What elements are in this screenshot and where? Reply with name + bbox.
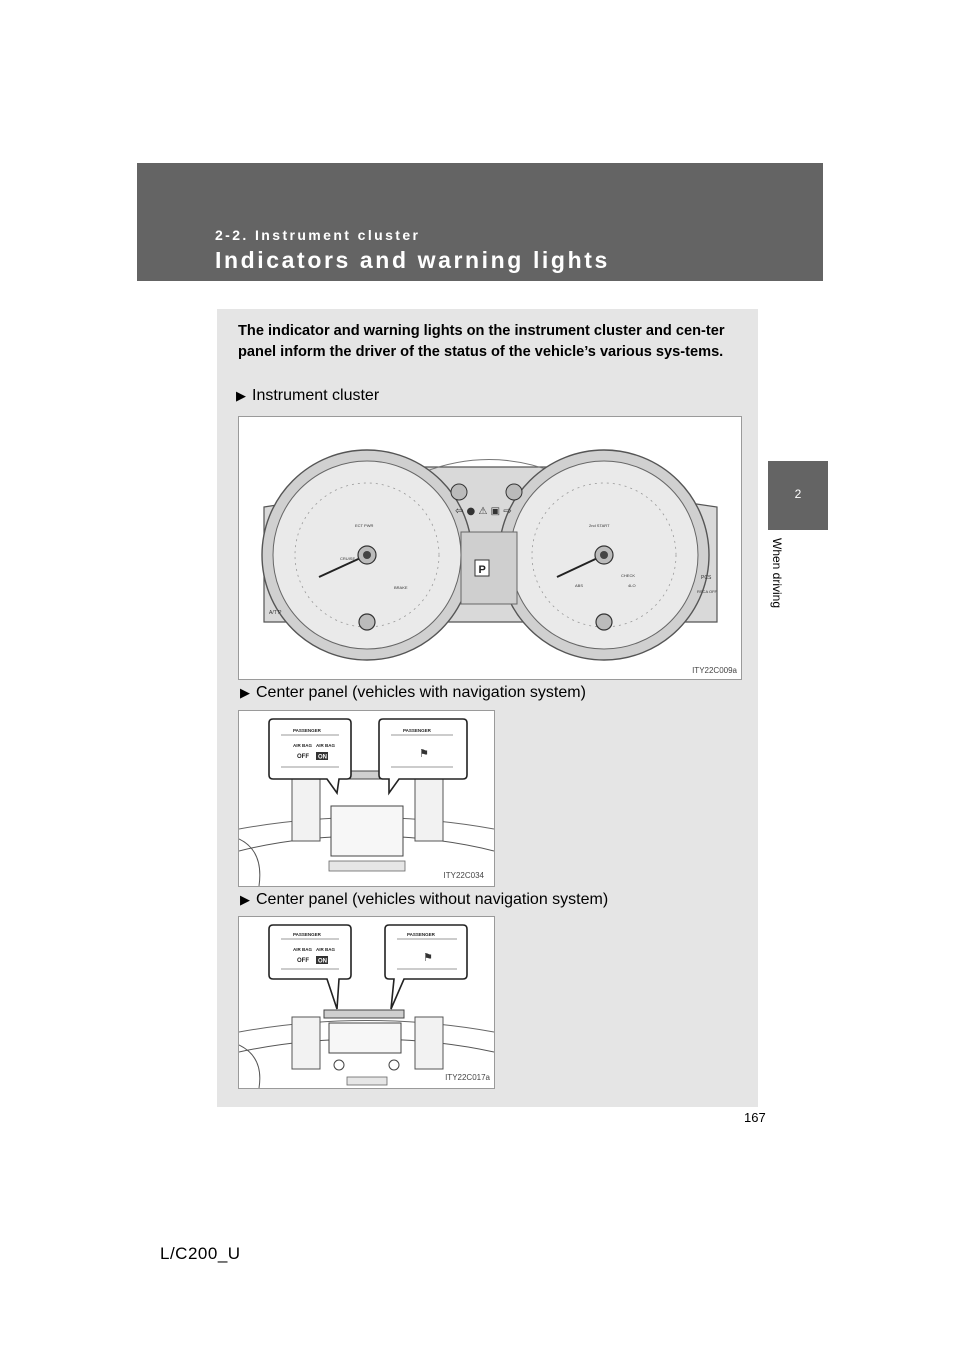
intro-text: The indicator and warning lights on the instrument cluster and cen-ter panel inform the driver of the status of the vehicle’s various sys-tems. — [238, 323, 725, 360]
page-number: 167 — [744, 1110, 766, 1125]
center-panel-no-nav-illustration — [239, 917, 494, 1088]
figure-caption-3 — [240, 891, 608, 909]
brake-label: BRAKE — [394, 585, 408, 590]
gear-indicator-label: P — [478, 564, 486, 576]
chapter-label: When driving — [770, 538, 784, 609]
figure-caption-2 — [240, 684, 586, 702]
figure-caption-text: Instrument cluster — [252, 387, 380, 404]
instrument-cluster-figure — [238, 416, 742, 680]
ect-pwr-label: ECT PWR — [355, 523, 374, 528]
figure-caption-text: Center panel (vehicles without navigation system) — [256, 891, 609, 908]
air-bag-off-caption: AIR BAG — [293, 743, 312, 748]
passenger-label: PASSENGER — [293, 932, 321, 937]
figure-caption-1 — [236, 387, 379, 405]
triangle-bullet-icon: ▶ — [240, 685, 250, 700]
passenger-label: PASSENGER — [403, 728, 431, 733]
figure-caption-text: Center panel (vehicles with navigation system) — [256, 684, 586, 701]
chapter-label-wrap — [770, 538, 790, 638]
passenger-label: PASSENGER — [293, 728, 321, 733]
center-panel-nav-figure — [238, 710, 495, 887]
triangle-bullet-icon: ▶ — [240, 892, 250, 907]
svg-text:⇦ ● ⚠ ▣ ⇨: ⇦ ● ⚠ ▣ ⇨ — [455, 506, 512, 517]
at-p-label: A/T P — [269, 610, 282, 616]
off-label: OFF — [297, 754, 309, 760]
abs-label: ABS — [575, 583, 584, 588]
passenger-label: PASSENGER — [407, 932, 435, 937]
footer-code: L/C200_U — [160, 1244, 241, 1263]
center-panel-nav-illustration — [239, 711, 494, 886]
check-label: CHECK — [621, 573, 636, 578]
chapter-number: 2 — [794, 487, 802, 501]
pcs-label: PCS — [701, 575, 712, 581]
seatbelt-icon: ⚑ — [419, 747, 429, 760]
four-lo-label: 4LO — [628, 583, 636, 588]
instrument-cluster-illustration — [239, 417, 741, 679]
second-start-label: 2nd START — [589, 523, 610, 528]
center-panel-no-nav-figure — [238, 916, 495, 1089]
rsca-off-label: RSCA OFF — [697, 589, 718, 594]
air-bag-off-caption: AIR BAG — [293, 947, 312, 952]
off-label: OFF — [297, 958, 309, 964]
section-label: 2-2. Instrument cluster — [215, 227, 421, 243]
on-label: ON — [318, 754, 327, 761]
figure-id: ITY22C034 — [443, 871, 484, 880]
triangle-bullet-icon: ▶ — [236, 388, 246, 403]
figure-id: ITY22C017a — [445, 1073, 490, 1082]
seatbelt-icon: ⚑ — [423, 951, 433, 964]
on-label: ON — [318, 958, 327, 965]
figure-id: ITY22C009a — [692, 666, 737, 675]
air-bag-on-caption: AIR BAG — [316, 743, 335, 748]
air-bag-on-caption: AIR BAG — [316, 947, 335, 952]
cruise-label: CRUISE — [340, 556, 356, 561]
page-title: Indicators and warning lights — [215, 247, 610, 273]
